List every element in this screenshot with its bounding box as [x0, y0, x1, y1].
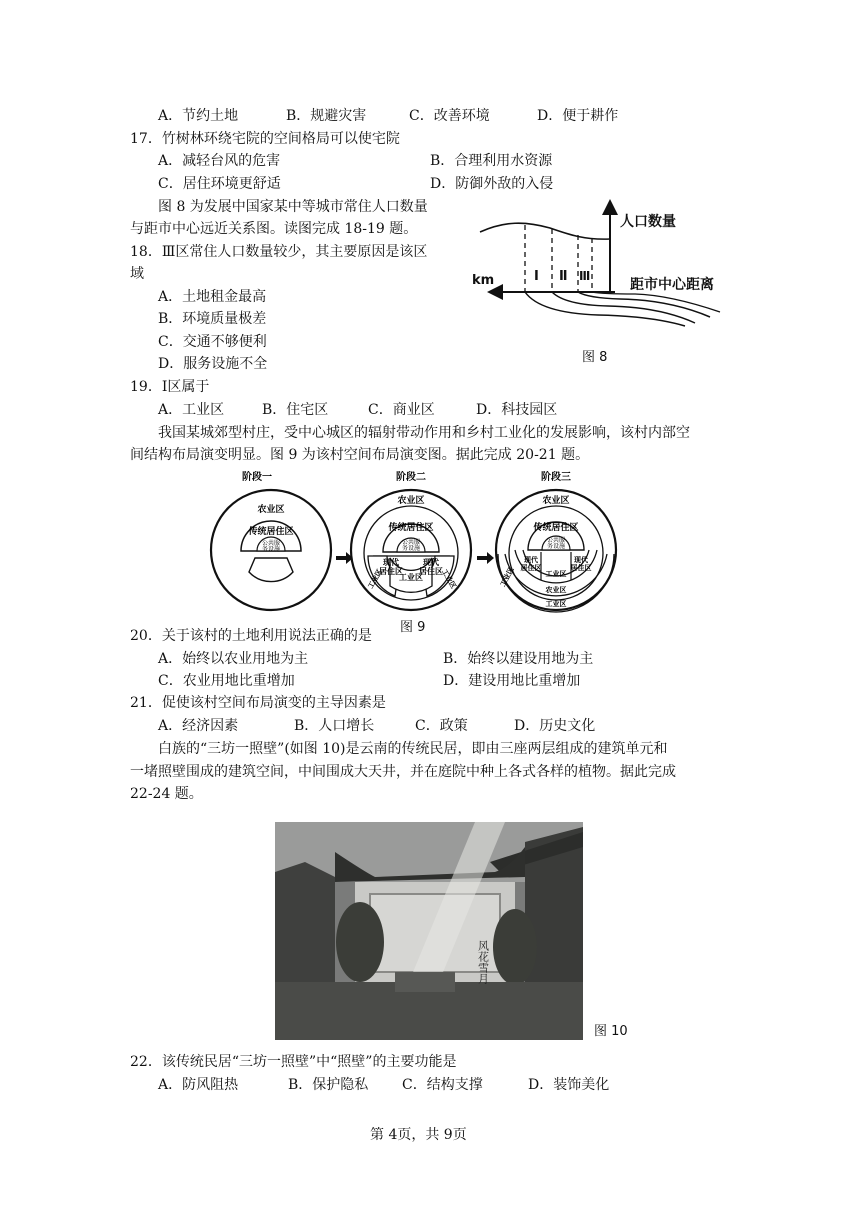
stage-3-industry-inner: 工业区 [545, 570, 567, 578]
q20-option-d: D．建设用地比重增加 [443, 673, 581, 689]
intro-18-19-line2: 与距市中心远近关系图。读图完成 18-19 题。 [130, 221, 418, 237]
q22-option-a: A．防风阻热 [158, 1077, 239, 1093]
stage-1 [211, 470, 331, 610]
stage-3-public-2: 务设施 [546, 543, 566, 550]
stage-3-farm-inner: 农业区 [545, 586, 567, 594]
q22-stem: 22．该传统民居“三坊一照壁”中“照壁”的主要功能是 [130, 1054, 457, 1070]
q19-option-d: D．科技园区 [476, 402, 558, 418]
y-axis-label: 人口数量 [620, 214, 676, 230]
wall-inscription: 风花雪月 [476, 940, 490, 984]
fig10-caption: 图 10 [594, 1024, 628, 1039]
stage-2 [351, 470, 471, 610]
stage-2-title: 阶段二 [396, 472, 426, 483]
q16-option-c: C．改善环境 [409, 108, 490, 124]
q22-option-d: D．装饰美化 [528, 1077, 610, 1093]
stage-3-industry-left: 工业区 [498, 565, 516, 589]
stage-2-modern-l2: 居住区 [379, 567, 403, 576]
intro-20-21-line2: 间结构布局演变明显。图 9 为该村空间布局演变图。据此完成 20-21 题。 [130, 447, 590, 463]
stage-3-farm: 农业区 [542, 496, 570, 506]
x-axis-label: 距市中心距离 [630, 277, 714, 293]
zone-2-label: Ⅱ [559, 269, 568, 284]
q17-option-b: B．合理利用水资源 [430, 153, 553, 169]
stage-1-public-1: 公共服 [261, 540, 281, 547]
stage-3-industry-outer: 工业区 [545, 600, 567, 608]
q18-option-c: C．交通不够便利 [158, 334, 267, 350]
stage-3-modern-r2: 居住区 [570, 564, 592, 572]
stage-3-modern-l2: 居住区 [520, 564, 542, 572]
q21-option-d: D．历史文化 [514, 718, 596, 734]
stage-1-farm: 农业区 [257, 505, 285, 515]
intro-20-21-line1: 我国某城郊型村庄，受中心城区的辐射带动作用和乡村工业化的发展影响，该村内部空 [158, 425, 690, 441]
q16-option-a: A．节约土地 [158, 108, 239, 124]
stage-2-public-2: 务设施 [401, 545, 421, 552]
q20-stem: 20．关于该村的土地利用说法正确的是 [130, 628, 372, 644]
stage-3-modern-l1: 现代 [524, 556, 538, 564]
stage-1-public-2: 务设施 [261, 546, 281, 553]
figure-10-photo [275, 822, 583, 1040]
q21-stem: 21．促使该村空间布局演变的主导因素是 [130, 695, 386, 711]
q19-option-c: C．商业区 [368, 402, 435, 418]
stage-2-public-1: 公共服 [401, 539, 421, 546]
q22-option-b: B．保护隐私 [288, 1077, 369, 1093]
q22-option-c: C．结构支撑 [402, 1077, 483, 1093]
figure-8 [470, 195, 740, 345]
q18-stem: 18．Ⅲ区常住人口数量较少，其主要原因是该区 [130, 244, 428, 260]
population-curve [480, 223, 610, 239]
stage-2-modern-l1: 现代 [383, 558, 399, 567]
q19-option-b: B．住宅区 [262, 402, 329, 418]
intro-22-24-line1: 白族的“三坊一照壁”(如图 10)是云南的传统民居，即由三座两层组成的建筑单元和 [158, 741, 668, 757]
q21-option-a: A．经济因素 [158, 718, 239, 734]
q18-option-d: D．服务设施不全 [158, 356, 268, 372]
q21-option-c: C．政策 [415, 718, 468, 734]
q19-stem: 19．Ⅰ区属于 [130, 379, 210, 395]
fig8-caption: 图 8 [582, 350, 608, 365]
unit-label: km [472, 273, 495, 288]
stage-3-modern-r1: 现代 [574, 556, 588, 564]
q18-option-b: B．环境质量极差 [158, 311, 267, 327]
q17-option-c: C．居住环境更舒适 [158, 176, 281, 192]
stage-1-residential: 传统居住区 [248, 527, 294, 537]
stage-3 [496, 470, 616, 612]
q17-option-a: A．减轻台风的危害 [158, 153, 281, 169]
q20-option-c: C．农业用地比重增加 [158, 673, 295, 689]
q16-option-b: B．规避灾害 [286, 108, 367, 124]
intro-22-24-line3: 22-24 题。 [130, 786, 203, 802]
q19-option-a: A．工业区 [158, 402, 225, 418]
intro-18-19-line1: 图 8 为发展中国家某中等城市常住人口数量 [158, 199, 428, 215]
stage-2-modern-r2: 居住区 [419, 567, 443, 576]
zone-3-label: Ⅲ [579, 269, 591, 283]
q20-option-a: A．始终以农业用地为主 [158, 651, 309, 667]
stage-2-industry-right: 工业区 [440, 567, 458, 591]
stage-3-title: 阶段三 [541, 472, 571, 483]
q16-option-d: D．便于耕作 [537, 108, 619, 124]
page-footer: 第 4页，共 9页 [370, 1127, 467, 1143]
stage-1-title: 阶段一 [242, 472, 272, 483]
stage-2-modern-r1: 现代 [423, 558, 439, 567]
stage-2-farm: 农业区 [397, 496, 425, 506]
q20-option-b: B．始终以建设用地为主 [443, 651, 594, 667]
q17-stem: 17．竹树林环绕宅院的空间格局可以使宅院 [130, 131, 400, 147]
q18-option-a: A．土地租金最高 [158, 289, 267, 305]
stage-2-industry: 工业区 [399, 573, 423, 582]
stage-3-public-1: 公共服 [546, 537, 566, 544]
figure-9 [205, 468, 660, 618]
q21-option-b: B．人口增长 [294, 718, 375, 734]
stage-2-residential: 传统居住区 [388, 523, 434, 533]
stage-2-industry-left: 工业区 [366, 567, 384, 591]
intro-22-24-line2: 一堵照壁围成的建筑空间，中间围成大天井，并在庭院中种上各式各样的植物。据此完成 [130, 764, 676, 780]
stage-3-residential: 传统居住区 [533, 523, 579, 533]
zone-1-label: Ⅰ [534, 269, 539, 284]
fig9-caption: 图 9 [400, 620, 426, 635]
q18-stem-cont: 域 [130, 266, 144, 282]
q17-option-d: D．防御外敌的入侵 [430, 176, 554, 192]
